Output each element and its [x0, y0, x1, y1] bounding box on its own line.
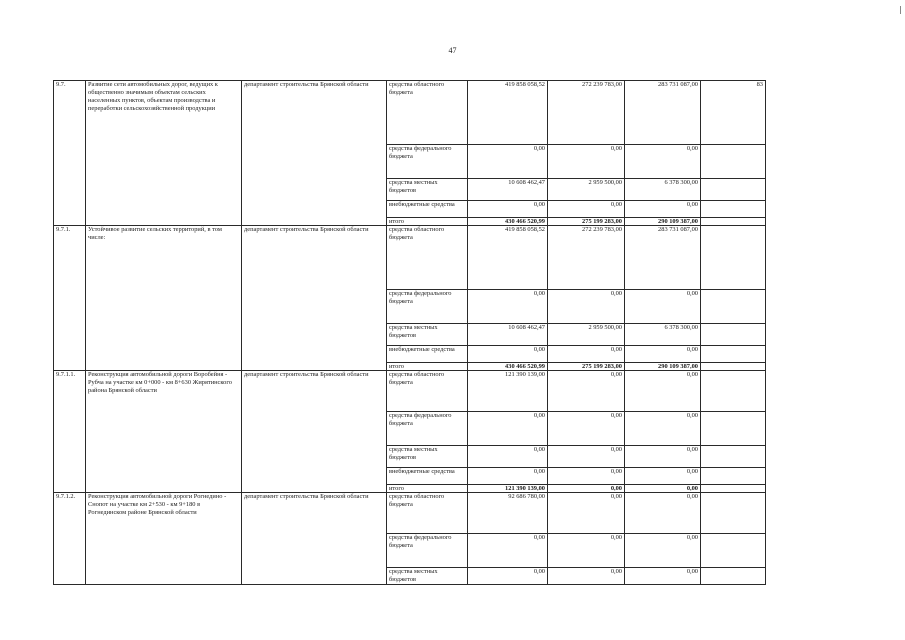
- funding-source: средства федерального бюджета: [387, 412, 468, 446]
- amount-col-1: 0,00: [468, 446, 548, 468]
- amount-col-1: 0,00: [468, 534, 548, 568]
- table-row: [54, 81, 766, 145]
- section-name: Устойчивое развитие сельских территорий, в том числе:: [86, 226, 242, 371]
- funding-source: средства местных бюджетов: [387, 179, 468, 201]
- section-executor: департамент строительства Брянской области: [242, 371, 387, 493]
- amount-col-1: 10 608 462,47: [468, 324, 548, 346]
- amount-col-2: 0,00: [548, 468, 625, 485]
- amount-col-2: 0,00: [548, 493, 625, 534]
- amount-col-1: 0,00: [468, 346, 548, 363]
- amount-col-1: 0,00: [468, 145, 548, 179]
- empty-cell: [701, 446, 766, 468]
- funding-source: итого: [387, 218, 468, 226]
- table-row: [54, 371, 766, 412]
- funding-source: средства областного бюджета: [387, 81, 468, 145]
- amount-col-1: 121 390 139,00: [468, 485, 548, 493]
- scan-edge-mark: [900, 6, 901, 14]
- empty-cell: [701, 179, 766, 201]
- amount-col-3: 283 731 087,00: [625, 81, 701, 145]
- page-number: 47: [448, 46, 457, 55]
- section-code: 9.7.1.1.: [54, 371, 86, 493]
- amount-col-3: 0,00: [625, 568, 701, 585]
- funding-source: средства местных бюджетов: [387, 446, 468, 468]
- empty-cell: [701, 201, 766, 218]
- funding-source: внебюджетные средства: [387, 201, 468, 218]
- funding-source: средства областного бюджета: [387, 493, 468, 534]
- amount-col-1: 121 390 139,00: [468, 371, 548, 412]
- amount-col-3: 283 731 087,00: [625, 226, 701, 290]
- extra-value: [701, 493, 766, 534]
- empty-cell: [701, 324, 766, 346]
- empty-cell: [701, 568, 766, 585]
- section-code: 9.7.1.: [54, 226, 86, 371]
- empty-cell: [701, 346, 766, 363]
- amount-col-1: 10 608 462,47: [468, 179, 548, 201]
- funding-source: внебюджетные средства: [387, 346, 468, 363]
- amount-col-1: 0,00: [468, 201, 548, 218]
- empty-cell: [701, 290, 766, 324]
- section-name: Развитие сети автомобильных дорог, ведущих к общественно значимым объектам сельских населенных пунктов, объектам производства и переработки сельскохозяйственной продукции: [86, 81, 242, 226]
- amount-col-2: 0,00: [548, 145, 625, 179]
- amount-col-2: 2 959 500,00: [548, 179, 625, 201]
- amount-col-1: 92 686 780,00: [468, 493, 548, 534]
- budget-table-body: [54, 81, 766, 585]
- table-row: [54, 493, 766, 534]
- amount-col-2: 2 959 500,00: [548, 324, 625, 346]
- amount-col-2: 0,00: [548, 568, 625, 585]
- empty-cell: [701, 412, 766, 446]
- amount-col-1: 430 466 520,99: [468, 218, 548, 226]
- amount-col-1: 0,00: [468, 568, 548, 585]
- amount-col-2: 0,00: [548, 412, 625, 446]
- section-executor: департамент строительства Брянской области: [242, 81, 387, 226]
- amount-col-1: 419 858 058,52: [468, 226, 548, 290]
- amount-col-1: 430 466 520,99: [468, 363, 548, 371]
- amount-col-1: 0,00: [468, 290, 548, 324]
- empty-cell: [701, 218, 766, 226]
- funding-source: средства областного бюджета: [387, 371, 468, 412]
- amount-col-2: 275 199 283,00: [548, 218, 625, 226]
- amount-col-3: 0,00: [625, 290, 701, 324]
- funding-source: внебюджетные средства: [387, 468, 468, 485]
- amount-col-2: 0,00: [548, 485, 625, 493]
- funding-source: средства местных бюджетов: [387, 324, 468, 346]
- amount-col-2: 0,00: [548, 534, 625, 568]
- amount-col-3: 0,00: [625, 371, 701, 412]
- amount-col-1: 0,00: [468, 412, 548, 446]
- funding-source: средства федерального бюджета: [387, 290, 468, 324]
- amount-col-1: 419 858 058,52: [468, 81, 548, 145]
- extra-value: 83: [701, 81, 766, 145]
- amount-col-3: 6 378 300,00: [625, 324, 701, 346]
- funding-source: итого: [387, 363, 468, 371]
- section-code: 9.7.1.2.: [54, 493, 86, 585]
- amount-col-3: 0,00: [625, 485, 701, 493]
- empty-cell: [701, 534, 766, 568]
- funding-source: средства федерального бюджета: [387, 534, 468, 568]
- empty-cell: [701, 145, 766, 179]
- amount-col-3: 290 109 387,00: [625, 363, 701, 371]
- empty-cell: [701, 468, 766, 485]
- extra-value: [701, 371, 766, 412]
- amount-col-3: 0,00: [625, 534, 701, 568]
- section-executor: департамент строительства Брянской области: [242, 226, 387, 371]
- amount-col-3: 6 378 300,00: [625, 179, 701, 201]
- funding-source: средства областного бюджета: [387, 226, 468, 290]
- amount-col-2: 0,00: [548, 446, 625, 468]
- amount-col-3: 290 109 387,00: [625, 218, 701, 226]
- amount-col-3: 0,00: [625, 468, 701, 485]
- amount-col-2: 0,00: [548, 371, 625, 412]
- empty-cell: [701, 363, 766, 371]
- amount-col-2: 272 239 783,00: [548, 226, 625, 290]
- empty-cell: [701, 485, 766, 493]
- amount-col-3: 0,00: [625, 346, 701, 363]
- amount-col-3: 0,00: [625, 412, 701, 446]
- amount-col-2: 0,00: [548, 201, 625, 218]
- section-executor: департамент строительства Брянской области: [242, 493, 387, 585]
- amount-col-2: 0,00: [548, 346, 625, 363]
- amount-col-3: 0,00: [625, 446, 701, 468]
- table-row: [54, 226, 766, 290]
- amount-col-3: 0,00: [625, 493, 701, 534]
- amount-col-3: 0,00: [625, 201, 701, 218]
- funding-source: средства федерального бюджета: [387, 145, 468, 179]
- section-name: Реконструкция автомобильной дороги Воробейня - Рубча на участке км 0+000 - км 8+630 Жирятинского района Брянской области: [86, 371, 242, 493]
- section-name: Реконструкция автомобильной дороги Рогнедино - Снопот на участке км 2+530 - км 9+180 в Рогнединском районе Брянской области: [86, 493, 242, 585]
- amount-col-2: 0,00: [548, 290, 625, 324]
- amount-col-3: 0,00: [625, 145, 701, 179]
- amount-col-2: 272 239 783,00: [548, 81, 625, 145]
- amount-col-2: 275 199 283,00: [548, 363, 625, 371]
- extra-value: [701, 226, 766, 290]
- funding-source: итого: [387, 485, 468, 493]
- amount-col-1: 0,00: [468, 468, 548, 485]
- funding-source: средства местных бюджетов: [387, 568, 468, 585]
- section-code: 9.7.: [54, 81, 86, 226]
- budget-table: [53, 80, 766, 585]
